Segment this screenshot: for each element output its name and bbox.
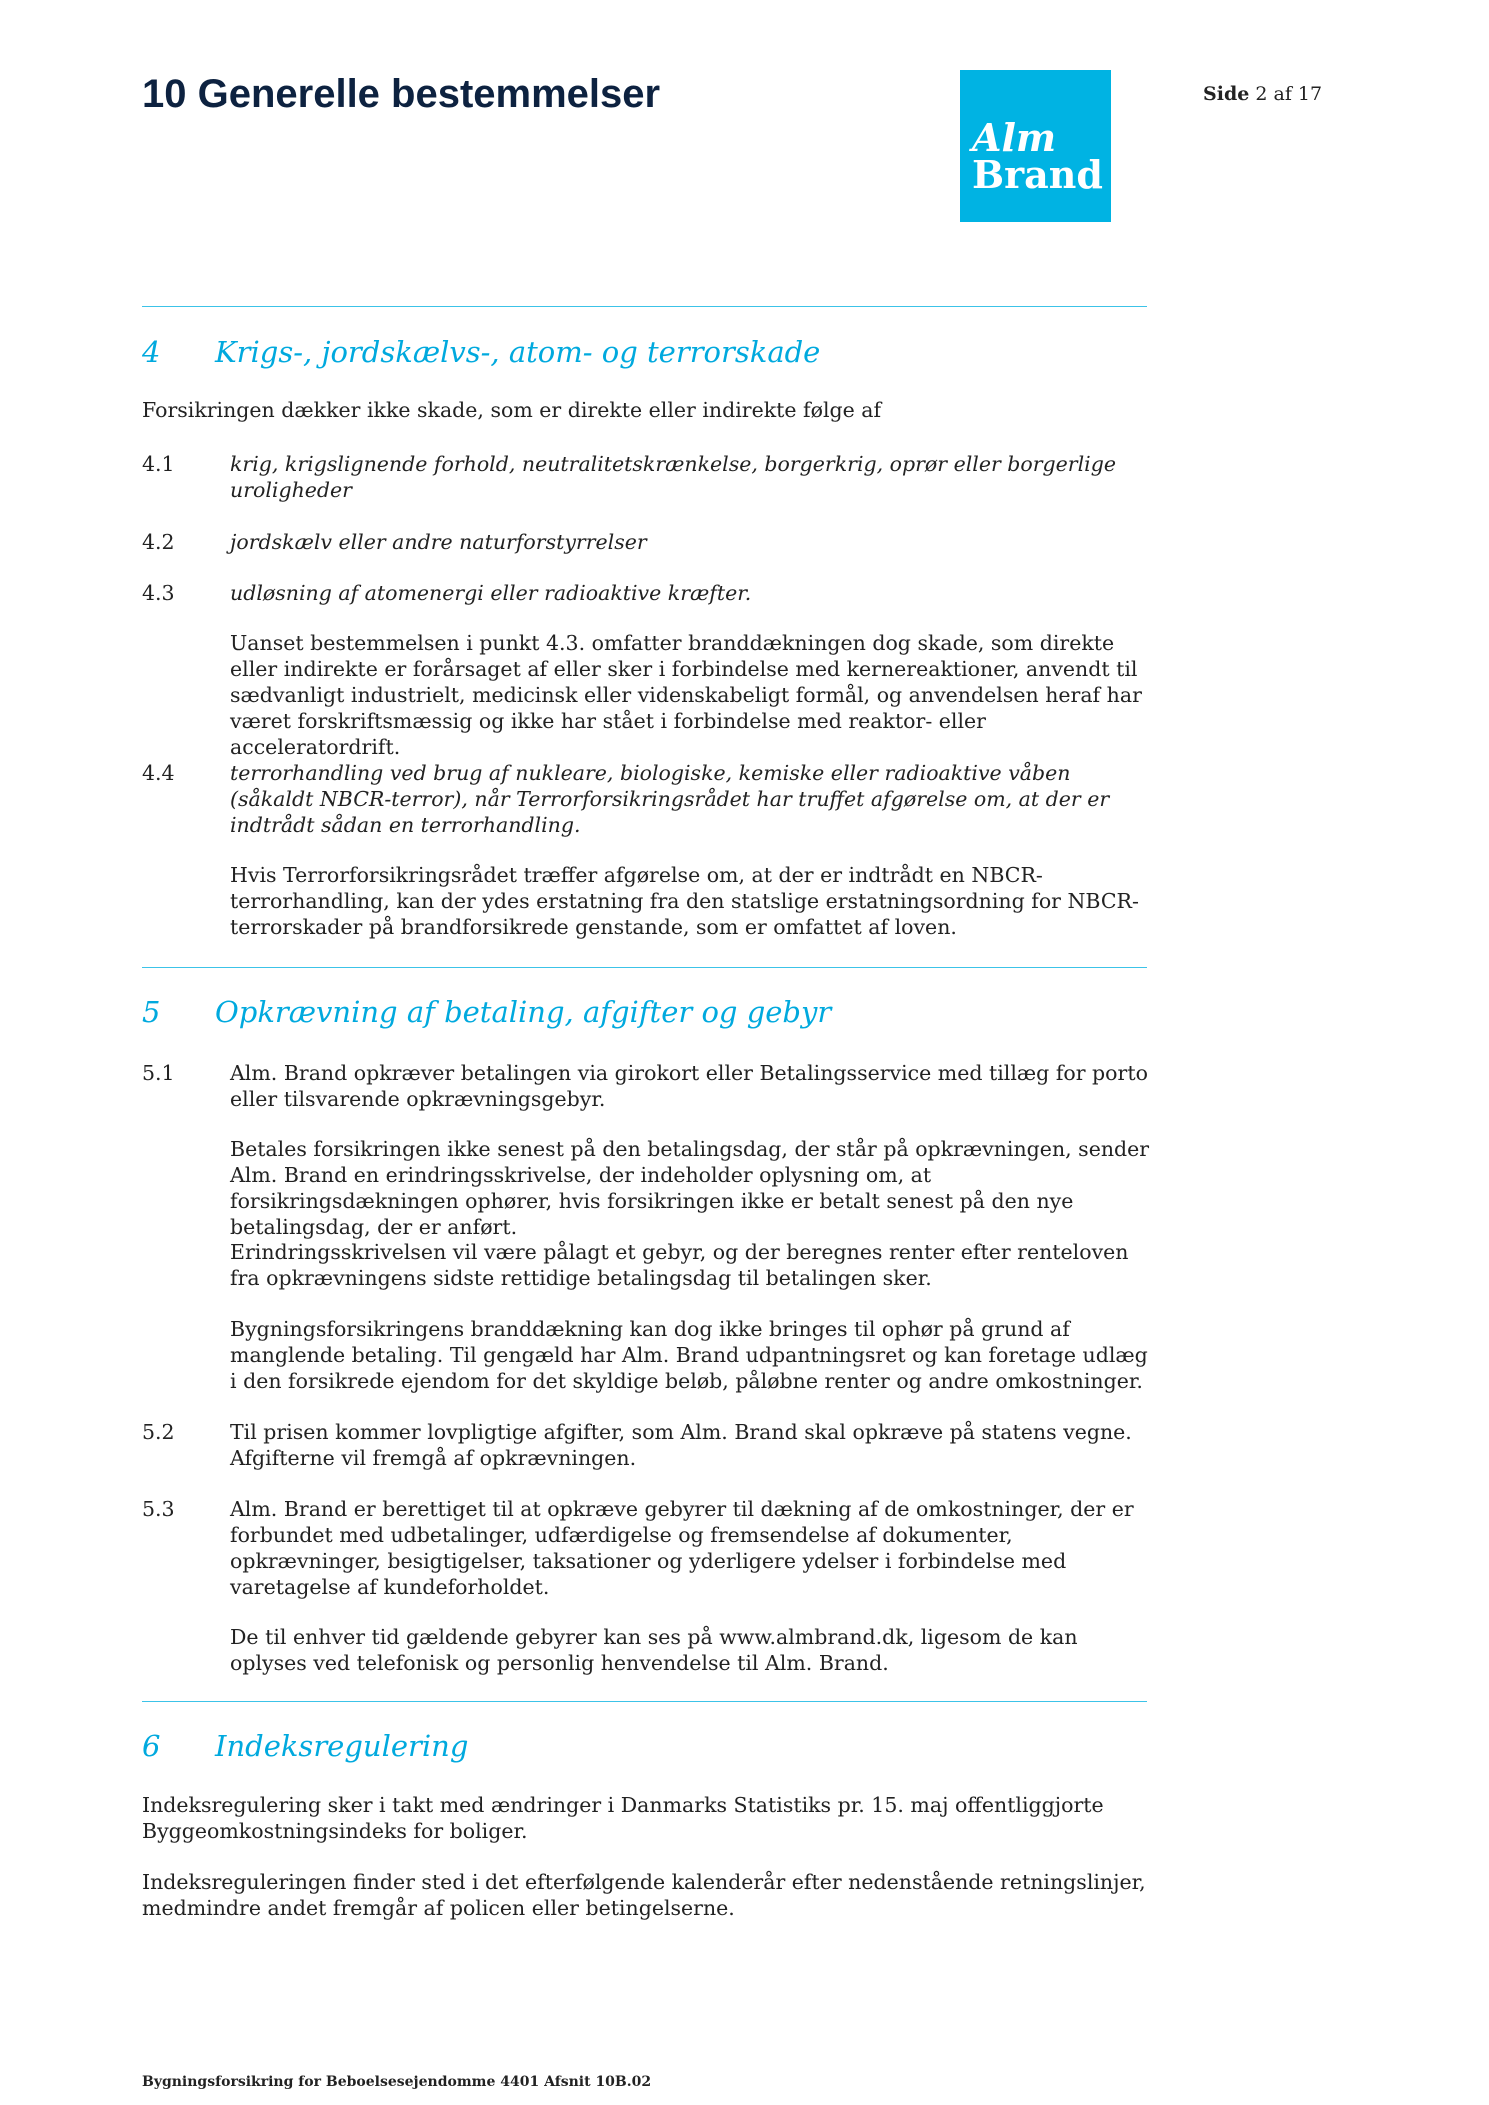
document-title: 10 Generelle bestemmelser [142, 72, 661, 116]
item-number-4-3: 4.3 [142, 581, 175, 605]
item-text-4-3: udløsning af atomenergi eller radioaktive kræfter. [230, 581, 752, 605]
item-paragraph-4-3: Uanset bestemmelsen i punkt 4.3. omfatter branddækningen dog skade, som direkte eller indirekte er forårsaget af eller sker i forbindelse med kernereaktioner, anvendt til sædvanligt industrielt, medicinsk eller videnskabeligt formål, og anvendelsen heraf har været forskriftsmæssig og ikke har stået i forbindelse med reaktor- eller acceleratordrift. [230, 631, 1142, 759]
item-paragraph-5-3: De til enhver tid gældende gebyrer kan ses på www.almbrand.dk, ligesom de kan oplyses ved telefonisk og personlig henvendelse til Alm. Brand. [230, 1625, 1078, 1675]
item-text-4-4: terrorhandling ved brug af nukleare, biologiske, kemiske eller radioaktive våben (såkaldt NBCR-terror), når Terrorforsikringsrådet har truffet afgørelse om, at der er indtrådt sådan en terrorhandling. [230, 761, 1110, 837]
item-text-4-1: krig, krigslignende forhold, neutralitetskrænkelse, borgerkrig, oprør eller borgerlige uroligheder [230, 452, 1116, 502]
section-title: Krigs-, jordskælvs-, atom- og terrorskade [215, 335, 821, 369]
item-paragraph-4-4: Hvis Terrorforsikringsrådet træffer afgørelse om, at der er indtrådt en NBCR-terrorhandling, kan der ydes erstatning fra den statslige erstatningsordning for NBCR-terrorskader på brandforsikrede genstande, som er omfattet af loven. [230, 863, 1139, 939]
item-number-5-3: 5.3 [142, 1497, 175, 1521]
item-number-4-1: 4.1 [142, 452, 175, 476]
section-divider [142, 1701, 1147, 1702]
page-value: 2 af 17 [1255, 83, 1323, 105]
section-heading-6 [142, 1728, 1147, 1764]
section-number: 4 [142, 335, 161, 369]
section-title: Opkrævning af betaling, afgifter og gebyr [215, 995, 832, 1029]
item-text-5-3: Alm. Brand er berettiget til at opkræve gebyrer til dækning af de omkostninger, der er forbundet med udbetalinger, udfærdigelse og fremsendelse af dokumenter, opkrævninger, besigtigelser, taksationer og yderligere ydelser i forbindelse med varetagelse af kundeforholdet. [230, 1497, 1134, 1599]
item-number-5-2: 5.2 [142, 1420, 175, 1444]
item-number-4-2: 4.2 [142, 530, 175, 554]
section-heading-4 [142, 334, 1147, 370]
section-divider [142, 306, 1147, 307]
alm-brand-logo [960, 70, 1111, 222]
item-text-5-1: Alm. Brand opkræver betalingen via girokort eller Betalingsservice med tillæg for porto eller tilsvarende opkrævningsgebyr. [230, 1061, 1148, 1111]
page-indicator [1203, 82, 1322, 106]
logo-text-brand: Brand [972, 152, 1103, 197]
section-title: Indeksregulering [215, 1729, 469, 1763]
item-paragraph-5-1-c: Bygningsforsikringens branddækning kan dog ikke bringes til ophør på grund af manglende betaling. Til gengæld har Alm. Brand udpantningsret og kan foretage udlæg i den forsikrede ejendom for det skyldige beløb, påløbne renter og andre omkostninger. [230, 1317, 1148, 1393]
section-number: 5 [142, 995, 161, 1029]
item-paragraph-5-1-b: Erindringsskrivelsen vil være pålagt et gebyr, og der beregnes renter efter renteloven fra opkrævningens sidste rettidige betalingsdag til betalingen sker. [230, 1240, 1129, 1290]
item-number-5-1: 5.1 [142, 1061, 175, 1085]
item-paragraph-5-1-a: Betales forsikringen ikke senest på den betalingsdag, der står på opkrævningen, sender Alm. Brand en erindringsskrivelse, der indeholder oplysning om, at forsikringsdækningen ophører, hvis forsikringen ikke er betalt senest på den nye betalingsdag, der er anført. [230, 1137, 1150, 1239]
item-text-4-2: jordskælv eller andre naturforstyrrelser [230, 530, 647, 554]
section-heading-5 [142, 994, 1147, 1030]
page-footer: Bygningsforsikring for Beboelsesejendomme 4401 Afsnit 10B.02 [142, 2074, 652, 2090]
item-text-5-2: Til prisen kommer lovpligtige afgifter, som Alm. Brand skal opkræve på statens vegne. Afgifterne vil fremgå af opkrævningen. [230, 1420, 1132, 1470]
section-paragraph-6-a: Indeksregulering sker i takt med ændringer i Danmarks Statistiks pr. 15. maj offentliggjorte Byggeomkostningsindeks for boliger. [142, 1793, 1104, 1843]
page-label: Side [1203, 83, 1250, 105]
section-paragraph-6-b: Indeksreguleringen finder sted i det efterfølgende kalenderår efter nedenstående retningslinjer, medmindre andet fremgår af policen eller betingelserne. [142, 1870, 1146, 1920]
section-number: 6 [142, 1729, 161, 1763]
logo-text-alm: Alm [972, 115, 1057, 160]
section-divider [142, 967, 1147, 968]
section-intro: Forsikringen dækker ikke skade, som er direkte eller indirekte følge af [142, 398, 882, 422]
item-number-4-4: 4.4 [142, 761, 175, 785]
